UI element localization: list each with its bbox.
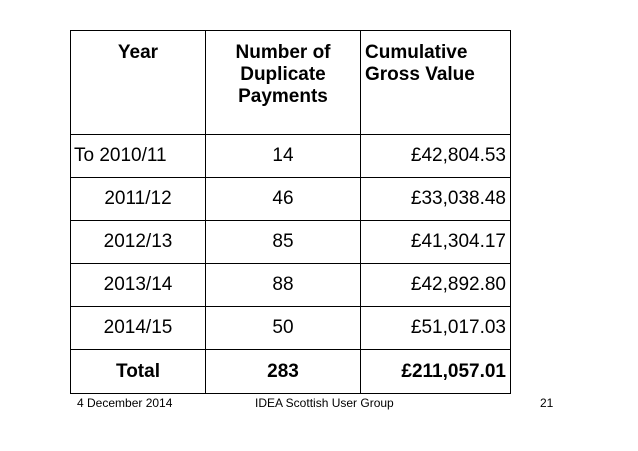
cell-value: £42,804.53	[361, 135, 511, 178]
total-count: 283	[206, 350, 361, 394]
cell-count: 46	[206, 178, 361, 221]
cell-year: 2014/15	[71, 307, 206, 350]
header-value-line-2: Gross Value	[365, 64, 475, 85]
table-header-row	[71, 31, 511, 135]
header-year	[71, 31, 206, 135]
cell-year: 2011/12	[71, 178, 206, 221]
cell-count: 14	[206, 135, 361, 178]
table-total-row	[71, 350, 511, 394]
total-value: £211,057.01	[361, 350, 511, 394]
header-value-line-1: Cumulative	[365, 42, 468, 63]
total-label: Total	[71, 350, 206, 394]
cell-value: £42,892.80	[361, 264, 511, 307]
table-row	[71, 221, 511, 264]
table-row	[71, 178, 511, 221]
header-count-line-3: Payments	[238, 86, 328, 107]
cell-count: 88	[206, 264, 361, 307]
cell-year: To 2010/11	[71, 135, 206, 178]
header-cumulative-gross-value	[361, 31, 511, 135]
table-row	[71, 135, 511, 178]
header-number-of-duplicate-payments	[206, 31, 361, 135]
footer-page-number: 21	[540, 396, 554, 410]
cell-year: 2012/13	[71, 221, 206, 264]
footer-date: 4 December 2014	[77, 396, 173, 410]
cell-year: 2013/14	[71, 264, 206, 307]
cell-count: 85	[206, 221, 361, 264]
footer-org: IDEA Scottish User Group	[255, 396, 394, 410]
table-row	[71, 264, 511, 307]
header-count-line-1: Number of	[235, 42, 331, 63]
cell-count: 50	[206, 307, 361, 350]
header-count-line-2: Duplicate	[240, 64, 326, 85]
table-row	[71, 307, 511, 350]
cell-value: £41,304.17	[361, 221, 511, 264]
header-year-text: Year	[117, 42, 159, 63]
cell-value: £33,038.48	[361, 178, 511, 221]
duplicate-payments-table	[70, 30, 511, 394]
cell-value: £51,017.03	[361, 307, 511, 350]
